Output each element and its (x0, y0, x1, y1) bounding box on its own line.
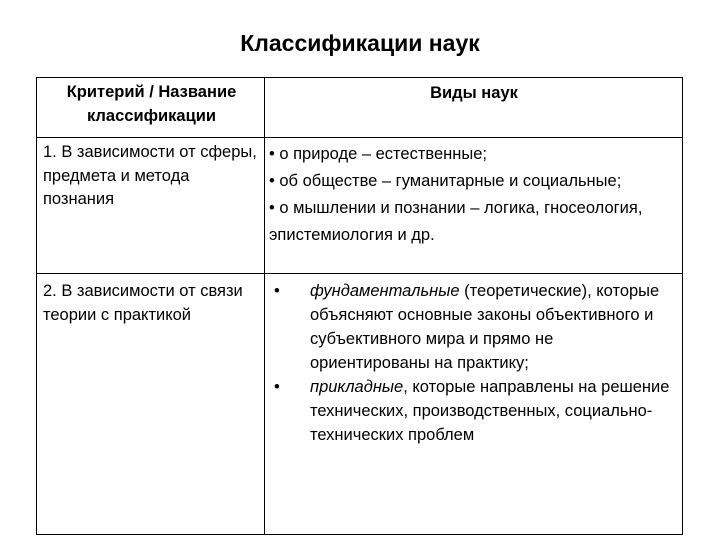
row1-criterion: 1. В зависимости от сферы, предмета и метода познания (43, 143, 257, 208)
row2-science-list (266, 279, 676, 447)
bullet: • (274, 282, 280, 300)
list-item (266, 375, 676, 447)
list-item: • о природе – естественные; (269, 145, 487, 163)
column-divider (264, 78, 265, 534)
row2-criterion: 2. В зависимости от связи теории с практикой (43, 282, 243, 324)
row1-science-list (269, 141, 679, 249)
bullet: • (274, 378, 280, 396)
header-divider (37, 137, 682, 138)
list-item (266, 279, 676, 375)
term-description: (теоретические), которые объясняют основные законы объективного и субъективного мира и прямо не ориентированы на практику; (310, 282, 660, 372)
header-science-types: Виды наук (430, 84, 518, 102)
list-item: • о мышлении и познании – логика, гносеология, эпистемиология и др. (269, 199, 643, 244)
classification-table (36, 77, 683, 535)
row-divider (37, 273, 682, 274)
term-description: , которые направлены на решение технических, производственных, социально-технических проблем (310, 378, 670, 444)
term-fundamental: фундаментальные (310, 282, 460, 300)
page-title: Классификации наук (240, 30, 480, 56)
header-criterion: Критерий / Название классификации (66, 83, 237, 125)
list-item: • об обществе – гуманитарные и социальные; (269, 172, 622, 190)
term-applied: прикладные (310, 378, 404, 396)
